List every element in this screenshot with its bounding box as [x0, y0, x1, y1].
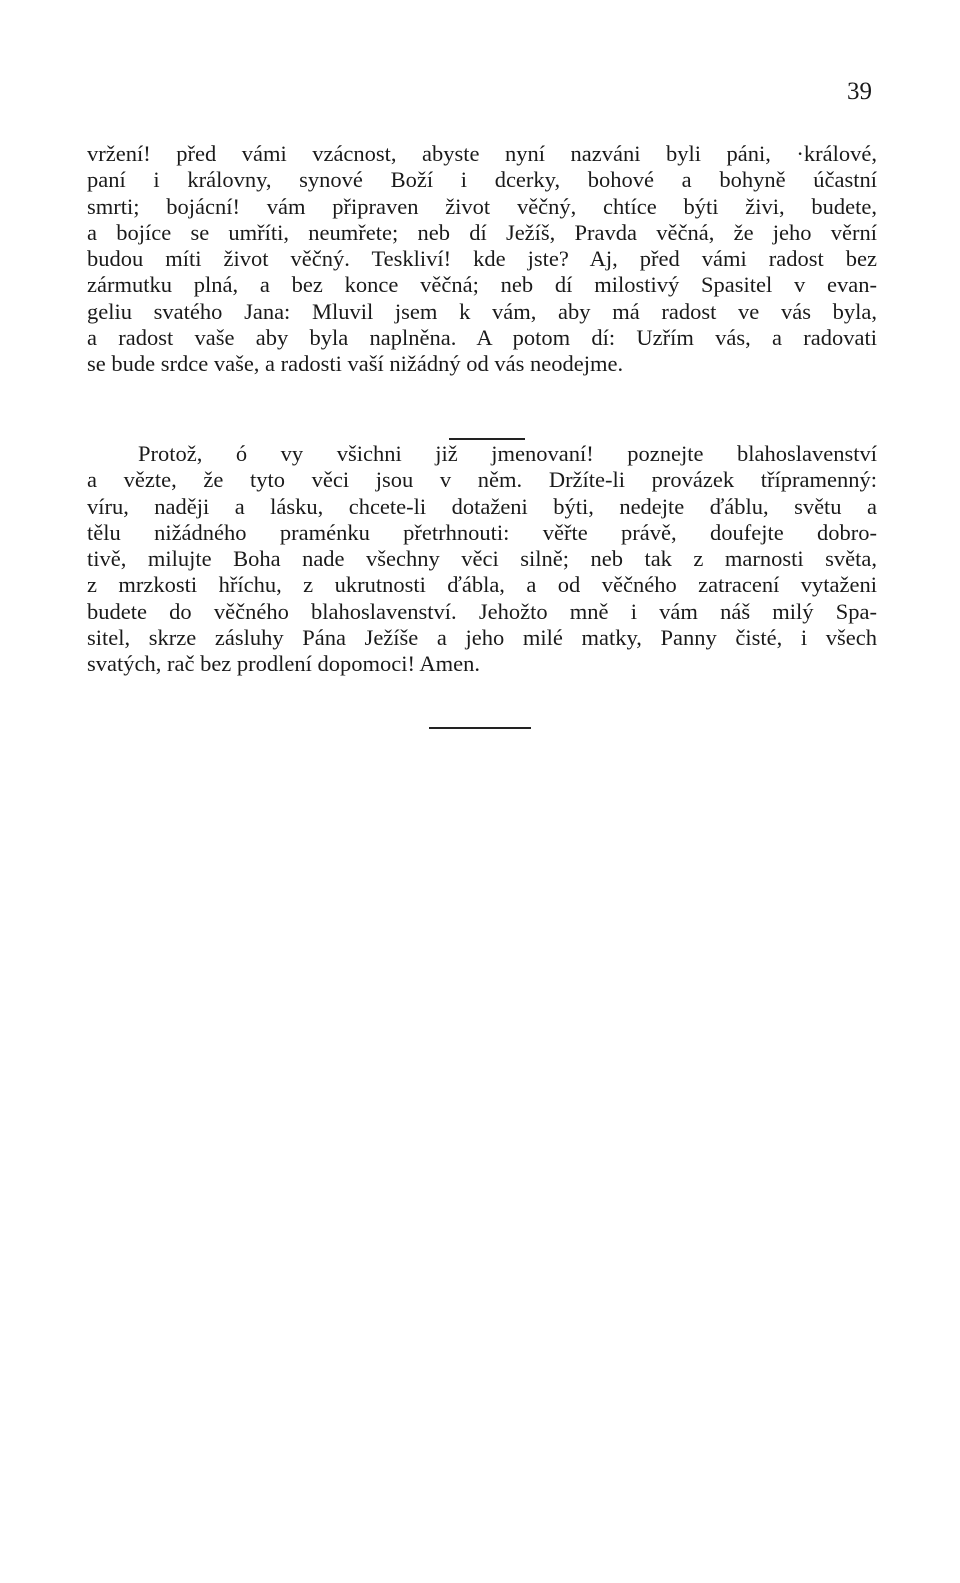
text-line: smrti; bojácní! vám připraven život věčný, chtíce býti živi, budete,: [87, 193, 877, 219]
section-divider: [449, 438, 525, 440]
text-line: paní i královny, synové Boží i dcerky, bohové a bohyně účastní: [87, 167, 877, 193]
text-line: vržení! před vámi vzácnost, abyste nyní nazváni byli páni, ·králové,: [87, 141, 877, 166]
paragraph-2: [87, 441, 877, 678]
text-line: geliu svatého Jana: Mluvil jsem k vám, aby má radost ve vás byla,: [87, 298, 877, 324]
text-line: víru, naději a lásku, chcete-li dotaženi býti, nedejte ďáblu, světu a: [87, 493, 877, 519]
text-line: svatých, rač bez prodlení dopomoci! Amen.: [87, 651, 481, 677]
text-line: budete do věčného blahoslavenství. Jehožto mně i vám náš milý Spa-: [87, 598, 877, 624]
text-line: zármutku plná, a bez konce věčná; neb dí milostivý Spasitel v evan-: [87, 272, 877, 298]
paragraph-1: [87, 141, 877, 378]
text-line: tělu nižádného praménku přetrhnouti: věřte právě, doufejte dobro-: [87, 519, 877, 545]
text-line: se bude srdce vaše, a radosti vaší nižádný od vás neodejme.: [87, 351, 624, 377]
text-line: z mrzkosti hříchu, z ukrutnosti ďábla, a od věčného zatracení vytaženi: [87, 572, 877, 598]
text-line: a radost vaše aby byla naplněna. A potom dí: Uzřím vás, a radovati: [87, 325, 877, 351]
text-line: budou míti život věčný. Teskliví! kde jste? Aj, před vámi radost bez: [87, 246, 877, 272]
text-line: a bojíce se umříti, neumřete; neb dí Ježíš, Pravda věčná, že jeho věrní: [87, 219, 877, 245]
text-line: sitel, skrze zásluhy Pána Ježíše a jeho milé matky, Panny čisté, i všech: [87, 625, 877, 651]
text-line: tivě, milujte Boha nade všechny věci silně; neb tak z marnosti světa,: [87, 546, 877, 572]
text-line: Protož, ó vy všichni již jmenovaní! poznejte blahoslavenství: [138, 441, 877, 466]
page-number: 39: [847, 78, 872, 105]
text-line: a vězte, že tyto věci jsou v něm. Držíte-li provázek třípramenný:: [87, 467, 877, 493]
end-divider: [429, 727, 531, 729]
